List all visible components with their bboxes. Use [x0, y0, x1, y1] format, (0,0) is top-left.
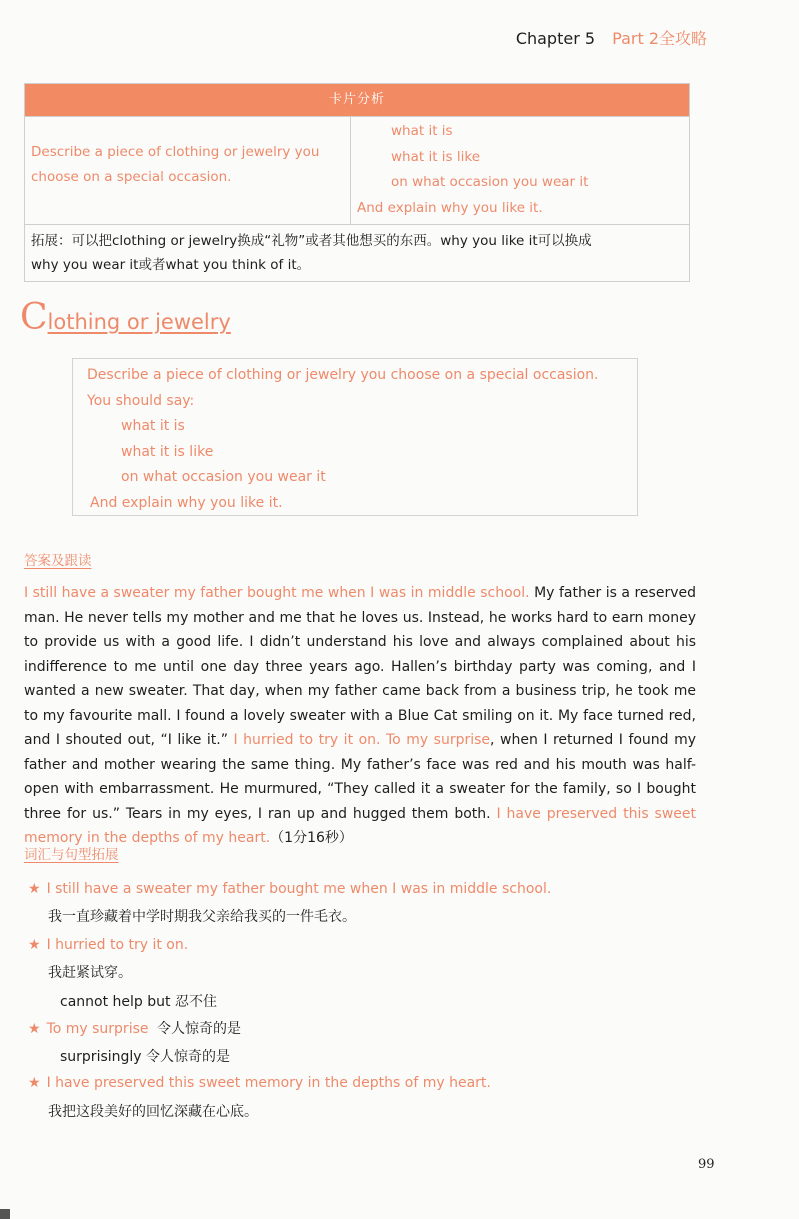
- chapter-label: Chapter 5: [515, 29, 596, 48]
- page-number: 99: [698, 1157, 715, 1172]
- card-body: [25, 116, 689, 224]
- key-sentence: To my surprise: [380, 732, 491, 748]
- vocab-en: I still have a sweater my father bought me when I was in middle school.: [46, 881, 552, 897]
- task-point: what it is like: [121, 443, 214, 460]
- answer-heading: 答案及跟读: [24, 553, 92, 569]
- task-card-box: [72, 358, 638, 516]
- vocab-zh: 我把这段美好的回忆深藏在心底。: [48, 1104, 258, 1120]
- scan-edge-mark: [0, 1209, 10, 1219]
- vocab-item: [28, 881, 551, 897]
- card-analysis-table: [24, 83, 690, 282]
- answer-text: My father is a reserved man. He never tells my mother and me that he loves us. Instead, he works hard to earn money to provide us with a good life. I didn’t understand his love and always complained about his indifference to me until one day three years ago. Hallen’s birthday party was coming, and I wanted a new sweater. That day, when my father came back from a business trip, he took me to my favourite mall. I found a lovely sweater with a Blue Cat smiling on it. My face turned red, and I shouted out, “I like it.”: [24, 585, 696, 748]
- vocab-item: [28, 937, 188, 953]
- answer-text: , when I returned I found my father and mother wearing the same thing. My father’s face was red and his mouth was half-open with embarrassment. He murmured, “They called it a sweater for the family, so I bought three for us.” Tears in my eyes, I ran up and hugged them both.: [24, 732, 697, 822]
- card-topic: [25, 117, 351, 224]
- card-point: what it is: [391, 123, 453, 139]
- vocab-en: I have preserved this sweet memory in the depths of my heart.: [46, 1075, 491, 1091]
- section-title-initial: C: [20, 297, 48, 338]
- vocab-en: To my surprise: [46, 1021, 149, 1037]
- card-topic-line: Describe a piece of clothing or jewelry you: [31, 144, 320, 160]
- task-prompt: Describe a piece of clothing or jewelry you choose on a special occasion.: [87, 367, 599, 383]
- vocab-extra: cannot help but 忍不住: [60, 994, 217, 1010]
- extension-line: 拓展：可以把clothing or jewelry换成“礼物”或者其他想买的东西。why you like it可以换成: [31, 233, 592, 249]
- card-title: 卡片分析: [25, 84, 689, 116]
- section-title: [20, 297, 231, 338]
- running-header: [516, 26, 707, 49]
- vocab-zh: 我赶紧试穿。: [48, 965, 132, 981]
- star-icon: ★: [28, 937, 41, 953]
- task-explain: And explain why you like it.: [90, 494, 283, 511]
- vocab-heading: 词汇与句型拓展: [24, 847, 119, 863]
- star-icon: ★: [28, 1021, 41, 1037]
- answer-duration: （1分16秒）: [270, 830, 353, 846]
- task-point: on what occasion you wear it: [121, 469, 326, 485]
- vocab-item: [28, 1075, 491, 1091]
- card-point: on what occasion you wear it: [391, 174, 589, 190]
- card-extension: [25, 224, 689, 281]
- key-sentence: I have preserved this sweet memory in the depths of my heart.: [24, 805, 696, 846]
- part-label: Part 2全攻略: [612, 29, 707, 48]
- task-say: You should say:: [87, 392, 195, 409]
- vocab-extra: surprisingly 令人惊奇的是: [60, 1049, 231, 1065]
- section-title-rest: lothing or jewelry: [47, 310, 231, 334]
- vocab-zh: 我一直珍藏着中学时期我父亲给我买的一件毛衣。: [48, 909, 356, 925]
- key-sentence: I still have a sweater my father bought me when I was in middle school.: [24, 585, 530, 601]
- card-point: what it is like: [391, 148, 481, 165]
- key-sentence: I hurried to try it on.: [228, 732, 381, 748]
- extension-line: why you wear it或者what you think of it。: [31, 257, 311, 273]
- vocab-en: I hurried to try it on.: [46, 937, 189, 953]
- star-icon: ★: [28, 1075, 41, 1091]
- answer-paragraph: [24, 581, 696, 851]
- card-point: And explain why you like it.: [357, 199, 543, 216]
- card-points: [351, 117, 689, 224]
- star-icon: ★: [28, 881, 41, 897]
- vocab-zh-inline: 令人惊奇的是: [156, 1021, 241, 1037]
- card-topic-line: choose on a special occasion.: [31, 169, 232, 185]
- vocab-item: [28, 1018, 241, 1038]
- task-point: what it is: [121, 418, 185, 434]
